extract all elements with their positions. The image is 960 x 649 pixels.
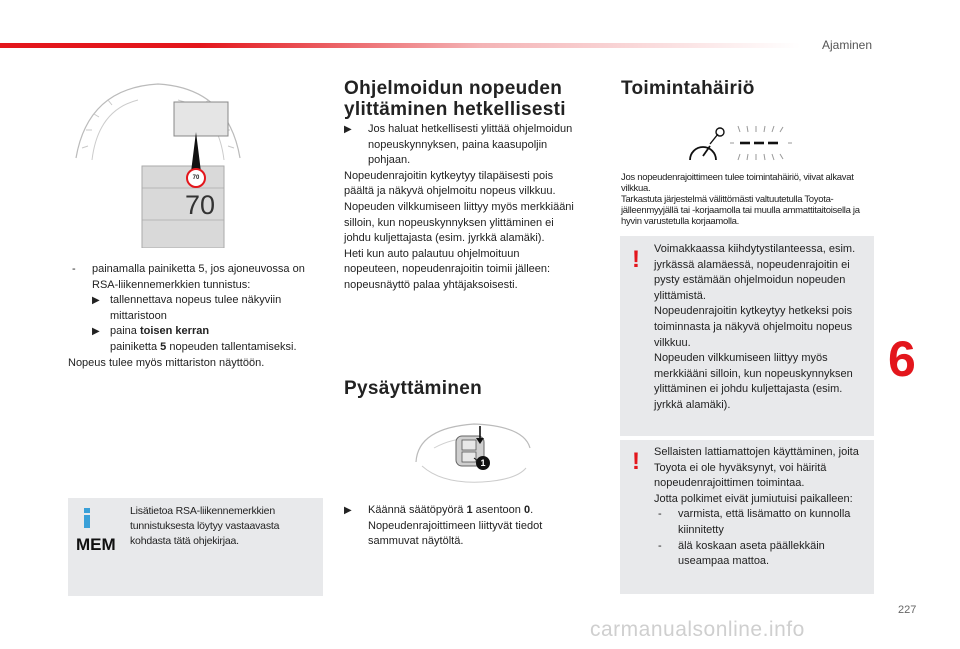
bullet-icon: ▶ [344,505,352,516]
stop-title: Pysäyttäminen [344,378,483,399]
overspeed-title [344,78,604,120]
bullet-icon: ▶ [92,326,100,338]
warning-1-para-1: Voimakkaassa kiihdytystilanteessa, esim. jyrkässä alamäessä, nopeudenrajoitin ei pysty estämään ohjelmoidun nopeuden ylittämistä. [654,243,856,302]
dash-marker: - [658,508,662,521]
header-red-bar [0,43,800,48]
warning-icon: ! [632,246,640,273]
warning-icon: ! [632,448,640,475]
warning-2-text [654,445,870,570]
overspeed-para-2: Nopeuden vilkkumiseen liittyy myös merkkiääni silloin, kun nopeuskynnyksen ylittäminen ei johdu kuljettajasta (esim. jyrkkä alamäki). [344,200,574,245]
dash-text: painamalla painiketta 5, jos ajoneuvossa on RSA-liikennemerkkien tunnistus: [92,263,305,291]
stop-text [344,503,584,550]
button-number: 5 [160,340,167,353]
section-name: Ajaminen [822,38,873,52]
stop-bullet-prefix: Käännä säätöpyörä [368,504,467,516]
stop-bullet [344,503,584,550]
stop-bullet-mid: asentoon [472,504,524,516]
info-icon [81,508,93,528]
overspeed-title-line1: Ohjelmoidun nopeuden [344,78,563,99]
final-line: Nopeus tulee myös mittariston näyttöön. [68,356,265,369]
bullet-icon: ▶ [344,124,352,135]
warning-2-para-2: Jotta polkimet eivät jumiutuisi paikalleen: [654,492,853,505]
overspeed-title-line2: ylittäminen hetkellisesti [344,99,566,120]
sub-bullet-2-continuation [68,340,318,356]
warning-1-text [654,242,866,414]
stop-bullet-suffix: . [530,504,534,516]
overspeed-text [344,122,576,294]
sub-bullet-2 [68,324,318,340]
mem-label: MEM [76,535,116,554]
cluster-drawing [68,78,248,248]
warning-2-item-2-text: älä koskaan aseta päällekkäin useampaa mattoa. [678,539,825,568]
watermark: carmanualsonline.info [590,618,805,641]
sub-bullet-1 [68,293,318,324]
warning-box-1 [620,236,874,436]
warning-1-para-2: Nopeudenrajoitin kytkeytyy hetkeksi pois toiminnasta ja näkyvä ohjelmoitu nopeus vilkkuu. [654,305,853,349]
page-number: 227 [898,604,917,616]
malfunction-title: Toimintahäiriö [621,78,755,99]
warning-2-item-2 [654,539,870,570]
dash-marker: - [72,263,76,275]
display-speed-value: 70 [184,190,216,220]
left-column-text [68,262,318,371]
malfunction-line-1: Jos nopeudenrajoittimeen tulee toimintahäiriö, viivat alkavat vilkkua. [621,172,854,194]
sub-bullet-2-line2-suffix: nopeuden tallentamiseksi. [166,340,297,353]
warning-1-para-3: Nopeuden vilkkumiseen liittyy myös merkkiääni silloin, kun nopeuskynnyksen ylittäminen ei johdu kuljettajasta (esim. jyrkkä alamäki). [654,352,853,411]
speed-limit-sign: 70 [186,168,206,188]
info-box [68,498,323,596]
malfunction-illustration [688,124,798,166]
stop-bullet-rest: Nopeudenrajoittimeen liittyvät tiedot sammuvat näytöltä. [368,519,543,548]
stop-bullet-wheel-number: 1 [466,504,473,516]
stop-bullet-position: 0 [523,504,531,516]
wheel-number-badge: 1 [476,456,490,470]
warning-2-para-1: Sellaisten lattiamattojen käyttäminen, joita Toyota ei ole hyväksynyt, voi häiritä nopeudenrajoittimen toimintaa. [654,446,859,490]
warning-2-item-1-text: varmista, että lisämatto on kunnolla kiinnitetty [678,508,851,536]
overspeed-para-1: Nopeudenrajoitin kytkeytyy tilapäisesti pois päältä ja näkyvä ohjelmoitu nopeus vilkkuu. [344,169,556,198]
info-box-text: Lisätietoa RSA-liikennemerkkien tunnistuksesta löytyy vastaavasta kohdasta tätä ohjekirjaa. [130,505,280,547]
overspeed-para-3: Heti kun auto palautuu ohjelmoituun nopeuteen, nopeudenrajoitin toimii jälleen: nopeusnäyttö palaa yhtäjaksoisesti. [344,247,551,291]
overspeed-bullet-text: Jos haluat hetkellisesti ylittää ohjelmoidun nopeuskynnyksen, paina kaasupoljin pohjaan. [368,123,573,167]
wheel-drawing [412,418,532,490]
dash-marker: - [658,539,662,552]
sub-bullet-2-prefix: paina [110,325,140,338]
sub-bullet-1-text: tallennettava nopeus tulee näkyviin mittaristoon [110,294,282,322]
chapter-number: 6 [888,331,916,387]
bullet-icon: ▶ [92,295,100,307]
sub-bullet-2-bold: toisen kerran [139,325,210,338]
sub-bullet-2-line2-prefix: painiketta [110,340,161,353]
instrument-cluster-illustration [68,78,248,248]
malfunction-text [621,172,877,227]
overspeed-bullet [344,122,576,169]
warning-box-2 [620,440,874,594]
speedometer-fault-icon [688,124,798,166]
malfunction-line-2: Tarkastuta järjestelmä välittömästi valtuutetulla Toyota-jälleenmyyjällä tai -korjaamolla tai muulla ammattitaitoisella ja hyvin varustetulla korjaamolla. [621,194,860,227]
steering-wheel-illustration [412,418,532,490]
warning-2-item-1 [654,507,870,538]
dash-item [68,262,318,293]
